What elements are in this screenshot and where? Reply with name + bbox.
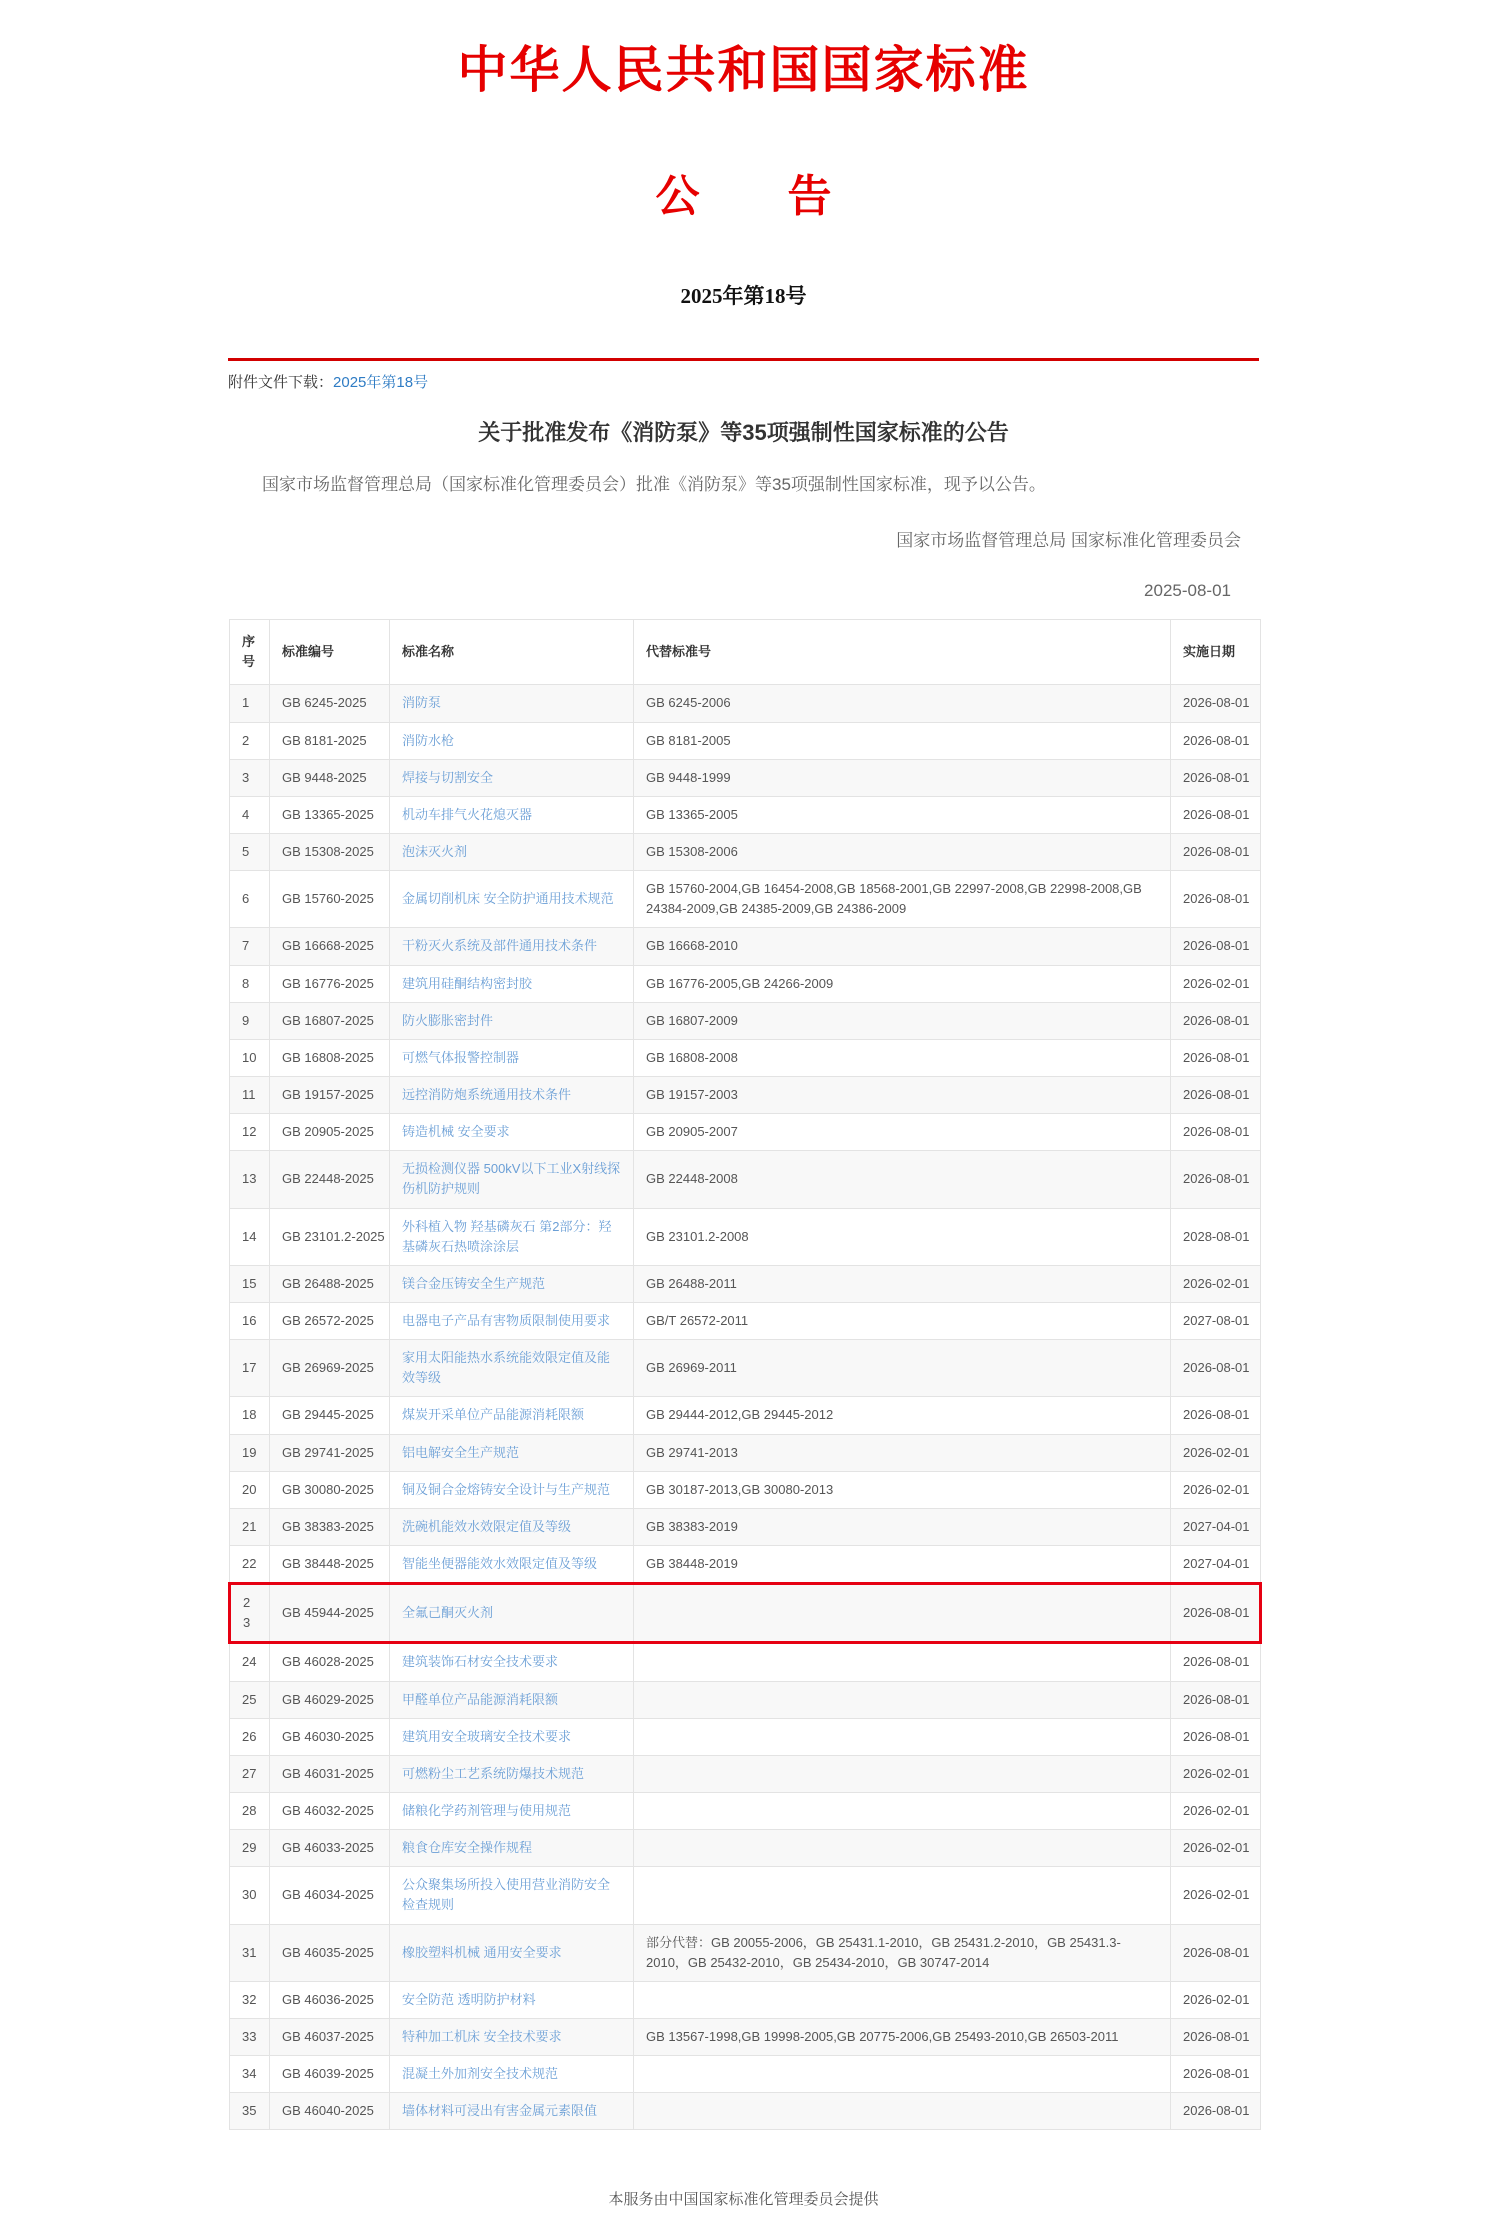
cell-index: 3 (230, 759, 270, 796)
standard-name-link[interactable]: 全氟己酮灭火剂 (402, 1605, 494, 1621)
standard-name-link[interactable]: 铸造机械 安全要求 (402, 1124, 510, 1140)
standard-name-link[interactable]: 安全防范 透明防护材料 (402, 1991, 536, 2007)
cell-replaced-standards (634, 1755, 1171, 1792)
table-row (230, 1643, 1261, 1681)
cell-standard-name (390, 722, 634, 759)
standard-name-link[interactable]: 消防泵 (402, 695, 442, 711)
cell-replaced-standards (634, 1584, 1171, 1643)
attachment-label: 附件文件下载： (228, 374, 334, 391)
cell-standard-name (390, 2056, 634, 2093)
cell-replaced-standards: GB 16668-2010 (634, 928, 1171, 965)
cell-standard-name (390, 1397, 634, 1434)
cell-implementation-date: 2026-08-01 (1171, 2093, 1261, 2130)
cell-replaced-standards (634, 2056, 1171, 2093)
cell-standard-name (390, 1434, 634, 1471)
cell-standard-code: GB 22448-2025 (270, 1151, 390, 1208)
table-row (230, 1755, 1261, 1792)
cell-implementation-date: 2028-08-01 (1171, 1208, 1261, 1265)
standard-name-link[interactable]: 电器电子产品有害物质限制使用要求 (402, 1313, 611, 1328)
cell-implementation-date: 2026-08-01 (1171, 1151, 1261, 1208)
standard-name-link[interactable]: 橡胶塑料机械 通用安全要求 (402, 1944, 562, 1960)
table-row (230, 722, 1261, 759)
cell-index: 35 (230, 2093, 270, 2130)
col-header-date: 实施日期 (1171, 620, 1261, 685)
cell-standard-name (390, 1643, 634, 1681)
issuing-agency: 国家市场监督管理总局 国家标准化管理委员会 (896, 531, 1241, 551)
cell-implementation-date: 2026-08-01 (1171, 722, 1261, 759)
cell-implementation-date: 2026-02-01 (1171, 965, 1261, 1002)
cell-replaced-standards (634, 1981, 1171, 2018)
standard-name-link[interactable]: 建筑用硅酮结构密封胶 (402, 975, 533, 991)
cell-standard-name (390, 1545, 634, 1583)
cell-standard-code: GB 46034-2025 (270, 1867, 390, 1924)
standard-name-link[interactable]: 机动车排气火花熄灭器 (402, 806, 533, 822)
col-header-index: 序号 (230, 620, 270, 685)
cell-implementation-date: 2026-08-01 (1171, 1718, 1261, 1755)
table-row (230, 1303, 1261, 1340)
table-row (230, 685, 1261, 722)
cell-standard-code: GB 38448-2025 (270, 1545, 390, 1583)
cell-index: 32 (230, 1981, 270, 2018)
cell-index: 27 (230, 1755, 270, 1792)
cell-index: 14 (230, 1208, 270, 1265)
footer-provider-note: 本服务由中国国家标准化管理委员会提供 (608, 2191, 879, 2209)
cell-standard-code: GB 46040-2025 (270, 2093, 390, 2130)
table-row (230, 1397, 1261, 1434)
cell-index: 16 (230, 1303, 270, 1340)
cell-standard-code: GB 46028-2025 (270, 1643, 390, 1681)
table-row (230, 1545, 1261, 1583)
cell-standard-name (390, 1303, 634, 1340)
cell-index: 30 (230, 1867, 270, 1924)
cell-standard-code: GB 9448-2025 (270, 759, 390, 796)
cell-replaced-standards (634, 1643, 1171, 1681)
standard-name-link[interactable]: 镁合金压铸安全生产规范 (402, 1275, 546, 1291)
standard-name-link[interactable]: 泡沫灭火剂 (402, 844, 468, 860)
cell-standard-name (390, 1718, 634, 1755)
cell-standard-code: GB 30080-2025 (270, 1471, 390, 1508)
table-row (230, 1681, 1261, 1718)
standard-name-link[interactable]: 焊接与切割安全 (402, 769, 494, 785)
standard-name-link[interactable]: 干粉灭火系统及部件通用技术条件 (402, 938, 598, 954)
cell-implementation-date: 2026-02-01 (1171, 1434, 1261, 1471)
cell-index: 28 (230, 1792, 270, 1829)
standard-name-link[interactable]: 特种加工机床 安全技术要求 (402, 2028, 562, 2044)
cell-index: 24 (230, 1643, 270, 1681)
standard-name-link[interactable]: 远控消防炮系统通用技术条件 (402, 1087, 572, 1103)
cell-standard-name (390, 1584, 634, 1643)
cell-index: 17 (230, 1340, 270, 1397)
cell-implementation-date: 2026-08-01 (1171, 685, 1261, 722)
cell-replaced-standards: GB 23101.2-2008 (634, 1208, 1171, 1265)
standard-name-link[interactable]: 建筑装饰石材安全技术要求 (402, 1654, 559, 1670)
cell-replaced-standards: GB 29741-2013 (634, 1434, 1171, 1471)
cell-replaced-standards: GB 16808-2008 (634, 1039, 1171, 1076)
table-row (230, 2056, 1261, 2093)
standards-table (228, 619, 1262, 2130)
cell-index: 11 (230, 1077, 270, 1114)
table-row (230, 1508, 1261, 1545)
table-row (230, 965, 1261, 1002)
cell-implementation-date: 2026-02-01 (1171, 1981, 1261, 2018)
attachment-link[interactable]: 2025年第18号 (333, 374, 429, 391)
cell-standard-code: GB 8181-2025 (270, 722, 390, 759)
cell-standard-name (390, 1340, 634, 1397)
cell-standard-name (390, 796, 634, 833)
standard-name-link[interactable]: 煤炭开采单位产品能源消耗限额 (402, 1407, 585, 1423)
cell-implementation-date: 2026-08-01 (1171, 1397, 1261, 1434)
cell-standard-name (390, 759, 634, 796)
standard-name-link[interactable]: 可燃粉尘工艺系统防爆技术规范 (402, 1765, 585, 1781)
table-row (230, 1265, 1261, 1302)
cell-index: 2 (230, 722, 270, 759)
standard-name-link[interactable]: 防火膨胀密封件 (402, 1012, 494, 1028)
table-row (230, 1114, 1261, 1151)
cell-standard-code: GB 16776-2025 (270, 965, 390, 1002)
cell-standard-code: GB 29445-2025 (270, 1397, 390, 1434)
cell-standard-name (390, 1002, 634, 1039)
standard-name-link[interactable]: 无损检测仪器 500kV以下工业X射线探伤机防护规则 (402, 1161, 621, 1197)
cell-standard-code: GB 46036-2025 (270, 1981, 390, 2018)
cell-index: 13 (230, 1151, 270, 1208)
cell-index: 34 (230, 2056, 270, 2093)
cell-replaced-standards (634, 1867, 1171, 1924)
cell-replaced-standards (634, 1681, 1171, 1718)
cell-implementation-date: 2027-08-01 (1171, 1303, 1261, 1340)
announcement-word: 公 告 (655, 172, 832, 221)
standard-name-link[interactable]: 智能坐便器能效水效限定值及等级 (402, 1555, 598, 1571)
col-header-code: 标准编号 (270, 620, 390, 685)
standard-name-link[interactable]: 家用太阳能热水系统能效限定值及能效等级 (402, 1350, 611, 1386)
cell-standard-code: GB 45944-2025 (270, 1584, 390, 1643)
table-row (230, 1039, 1261, 1076)
table-row (230, 1830, 1261, 1867)
cell-standard-code: GB 26969-2025 (270, 1340, 390, 1397)
table-row (230, 796, 1261, 833)
cell-standard-name (390, 1830, 634, 1867)
cell-standard-name (390, 2018, 634, 2055)
standard-name-link[interactable]: 公众聚集场所投入使用营业消防安全检查规则 (402, 1877, 611, 1913)
cell-standard-code: GB 19157-2025 (270, 1077, 390, 1114)
cell-standard-name (390, 1077, 634, 1114)
cell-implementation-date: 2026-08-01 (1171, 1002, 1261, 1039)
cell-replaced-standards: GB 26488-2011 (634, 1265, 1171, 1302)
cell-implementation-date: 2026-08-01 (1171, 2056, 1261, 2093)
cell-implementation-date: 2026-08-01 (1171, 834, 1261, 871)
cell-replaced-standards: GB 16776-2005,GB 24266-2009 (634, 965, 1171, 1002)
table-row (230, 1434, 1261, 1471)
cell-standard-code: GB 29741-2025 (270, 1434, 390, 1471)
table-row (230, 1077, 1261, 1114)
standard-name-link[interactable]: 混凝土外加剂安全技术规范 (402, 2066, 559, 2082)
cell-index: 8 (230, 965, 270, 1002)
cell-standard-code: GB 38383-2025 (270, 1508, 390, 1545)
table-row (230, 871, 1261, 928)
cell-implementation-date: 2026-02-01 (1171, 1867, 1261, 1924)
table-row (230, 1340, 1261, 1397)
cell-standard-name (390, 1867, 634, 1924)
standard-name-link[interactable]: 洗碗机能效水效限定值及等级 (402, 1518, 572, 1534)
table-row (230, 2093, 1261, 2130)
cell-index: 6 (230, 871, 270, 928)
standard-name-link[interactable]: 粮食仓库安全操作规程 (402, 1840, 533, 1856)
red-divider (228, 358, 1259, 361)
standard-name-link[interactable]: 甲醛单位产品能源消耗限额 (402, 1691, 559, 1707)
cell-index: 5 (230, 834, 270, 871)
cell-replaced-standards: GB 13567-1998,GB 19998-2005,GB 20775-2006,GB 25493-2010,GB 26503-2011 (634, 2018, 1171, 2055)
cell-standard-code: GB 46029-2025 (270, 1681, 390, 1718)
publish-date: 2025-08-01 (1144, 581, 1231, 601)
cell-implementation-date: 2026-08-01 (1171, 1077, 1261, 1114)
cell-replaced-standards: GB 38383-2019 (634, 1508, 1171, 1545)
table-row (230, 1471, 1261, 1508)
cell-standard-code: GB 16668-2025 (270, 928, 390, 965)
cell-index: 26 (230, 1718, 270, 1755)
cell-implementation-date: 2026-02-01 (1171, 1792, 1261, 1829)
cell-replaced-standards: GB 22448-2008 (634, 1151, 1171, 1208)
cell-implementation-date: 2026-08-01 (1171, 1340, 1261, 1397)
page-container (228, 0, 1259, 2231)
cell-standard-code: GB 46039-2025 (270, 2056, 390, 2093)
cell-index: 12 (230, 1114, 270, 1151)
cell-standard-name (390, 1792, 634, 1829)
cell-index: 20 (230, 1471, 270, 1508)
table-row (230, 1792, 1261, 1829)
standard-name-link[interactable]: 铜及铜合金熔铸安全设计与生产规范 (402, 1481, 611, 1497)
cell-standard-name (390, 1924, 634, 1981)
table-row (230, 2018, 1261, 2055)
cell-implementation-date: 2026-02-01 (1171, 1265, 1261, 1302)
standard-name-link[interactable]: 金属切削机床 安全防护通用技术规范 (402, 891, 614, 907)
cell-standard-code: GB 46030-2025 (270, 1718, 390, 1755)
cell-standard-code: GB 46032-2025 (270, 1792, 390, 1829)
cell-index: 25 (230, 1681, 270, 1718)
cell-index: 23 (230, 1584, 270, 1643)
cell-standard-code: GB 46031-2025 (270, 1755, 390, 1792)
cell-implementation-date: 2026-08-01 (1171, 1114, 1261, 1151)
cell-replaced-standards: GB 13365-2005 (634, 796, 1171, 833)
cell-replaced-standards: GB 30187-2013,GB 30080-2013 (634, 1471, 1171, 1508)
cell-replaced-standards: GB 15308-2006 (634, 834, 1171, 871)
cell-standard-code: GB 13365-2025 (270, 796, 390, 833)
cell-replaced-standards: GB 38448-2019 (634, 1545, 1171, 1583)
cell-standard-name (390, 1681, 634, 1718)
issue-number: 2025年第18号 (680, 284, 807, 308)
table-row (230, 759, 1261, 796)
cell-replaced-standards: 部分代替：GB 20055-2006，GB 25431.1-2010，GB 25431.2-2010，GB 25431.3-2010，GB 25432-2010，GB 25434-2010，GB 30747-2014 (634, 1924, 1171, 1981)
page-title: 中华人民共和国国家标准 (457, 42, 1030, 98)
table-row (230, 1867, 1261, 1924)
cell-implementation-date: 2026-08-01 (1171, 2018, 1261, 2055)
standard-name-link[interactable]: 可燃气体报警控制器 (402, 1049, 520, 1065)
cell-standard-code: GB 26572-2025 (270, 1303, 390, 1340)
cell-implementation-date: 2026-08-01 (1171, 1039, 1261, 1076)
cell-standard-code: GB 23101.2-2025 (270, 1208, 390, 1265)
notice-body: 国家市场监督管理总局（国家标准化管理委员会）批准《消防泵》等35项强制性国家标准，现予以公告。 (262, 475, 1046, 494)
cell-replaced-standards: GB/T 26572-2011 (634, 1303, 1171, 1340)
cell-replaced-standards: GB 9448-1999 (634, 759, 1171, 796)
cell-implementation-date: 2026-02-01 (1171, 1471, 1261, 1508)
cell-implementation-date: 2027-04-01 (1171, 1508, 1261, 1545)
cell-standard-code: GB 15760-2025 (270, 871, 390, 928)
cell-implementation-date: 2026-08-01 (1171, 871, 1261, 928)
cell-standard-name (390, 1755, 634, 1792)
table-row (230, 1981, 1261, 2018)
cell-standard-code: GB 16807-2025 (270, 1002, 390, 1039)
attachment-download-row (228, 371, 1259, 392)
cell-standard-code: GB 6245-2025 (270, 685, 390, 722)
cell-standard-code: GB 46035-2025 (270, 1924, 390, 1981)
cell-replaced-standards: GB 29444-2012,GB 29445-2012 (634, 1397, 1171, 1434)
cell-replaced-standards: GB 16807-2009 (634, 1002, 1171, 1039)
table-header-row (230, 620, 1261, 685)
cell-replaced-standards: GB 20905-2007 (634, 1114, 1171, 1151)
cell-index: 18 (230, 1397, 270, 1434)
cell-standard-name (390, 871, 634, 928)
cell-standard-code: GB 16808-2025 (270, 1039, 390, 1076)
cell-replaced-standards (634, 1718, 1171, 1755)
cell-replaced-standards: GB 15760-2004,GB 16454-2008,GB 18568-2001,GB 22997-2008,GB 22998-2008,GB 24384-2009,GB 24385-2009,GB 24386-2009 (634, 871, 1171, 928)
table-row (230, 834, 1261, 871)
cell-standard-name (390, 1471, 634, 1508)
cell-implementation-date: 2027-04-01 (1171, 1545, 1261, 1583)
col-header-name: 标准名称 (390, 620, 634, 685)
cell-standard-code: GB 15308-2025 (270, 834, 390, 871)
cell-standard-code: GB 46037-2025 (270, 2018, 390, 2055)
table-row (230, 1002, 1261, 1039)
cell-standard-code: GB 20905-2025 (270, 1114, 390, 1151)
cell-standard-name (390, 1039, 634, 1076)
cell-index: 7 (230, 928, 270, 965)
cell-index: 4 (230, 796, 270, 833)
cell-standard-code: GB 26488-2025 (270, 1265, 390, 1302)
cell-standard-name (390, 928, 634, 965)
cell-replaced-standards (634, 1830, 1171, 1867)
standard-name-link[interactable]: 铝电解安全生产规范 (402, 1444, 520, 1460)
cell-implementation-date: 2026-08-01 (1171, 928, 1261, 965)
cell-replaced-standards: GB 19157-2003 (634, 1077, 1171, 1114)
table-row (230, 1718, 1261, 1755)
cell-replaced-standards: GB 26969-2011 (634, 1340, 1171, 1397)
table-row (230, 1208, 1261, 1265)
cell-standard-name (390, 1151, 634, 1208)
table-row (230, 928, 1261, 965)
cell-replaced-standards: GB 6245-2006 (634, 685, 1171, 722)
cell-replaced-standards (634, 1792, 1171, 1829)
col-header-replaces: 代替标准号 (634, 620, 1171, 685)
cell-standard-name (390, 1208, 634, 1265)
table-row (230, 1151, 1261, 1208)
cell-index: 9 (230, 1002, 270, 1039)
table-row (230, 1584, 1261, 1643)
cell-replaced-standards: GB 8181-2005 (634, 722, 1171, 759)
cell-index: 10 (230, 1039, 270, 1076)
cell-standard-name (390, 1265, 634, 1302)
notice-title: 关于批准发布《消防泵》等35项强制性国家标准的公告 (478, 420, 1009, 445)
cell-implementation-date: 2026-08-01 (1171, 1584, 1261, 1643)
cell-index: 21 (230, 1508, 270, 1545)
cell-standard-name (390, 1508, 634, 1545)
cell-implementation-date: 2026-02-01 (1171, 1755, 1261, 1792)
cell-implementation-date: 2026-08-01 (1171, 759, 1261, 796)
cell-implementation-date: 2026-08-01 (1171, 1643, 1261, 1681)
cell-standard-name (390, 834, 634, 871)
cell-implementation-date: 2026-08-01 (1171, 796, 1261, 833)
cell-standard-name (390, 685, 634, 722)
standard-name-link[interactable]: 建筑用安全玻璃安全技术要求 (402, 1728, 572, 1744)
cell-standard-name (390, 1981, 634, 2018)
standard-name-link[interactable]: 储粮化学药剂管理与使用规范 (402, 1802, 572, 1818)
cell-implementation-date: 2026-08-01 (1171, 1681, 1261, 1718)
cell-implementation-date: 2026-02-01 (1171, 1830, 1261, 1867)
table-row (230, 1924, 1261, 1981)
cell-implementation-date: 2026-08-01 (1171, 1924, 1261, 1981)
cell-replaced-standards (634, 2093, 1171, 2130)
cell-index: 19 (230, 1434, 270, 1471)
cell-standard-name (390, 965, 634, 1002)
cell-standard-name (390, 1114, 634, 1151)
standard-name-link[interactable]: 外科植入物 羟基磷灰石 第2部分：羟基磷灰石热喷涂涂层 (402, 1218, 612, 1254)
standard-name-link[interactable]: 消防水枪 (402, 732, 455, 748)
cell-index: 1 (230, 685, 270, 722)
cell-index: 22 (230, 1545, 270, 1583)
cell-index: 15 (230, 1265, 270, 1302)
cell-standard-code: GB 46033-2025 (270, 1830, 390, 1867)
cell-index: 33 (230, 2018, 270, 2055)
standard-name-link[interactable]: 墙体材料可浸出有害金属元素限值 (402, 2103, 598, 2119)
cell-standard-name (390, 2093, 634, 2130)
cell-index: 31 (230, 1924, 270, 1981)
cell-index: 29 (230, 1830, 270, 1867)
